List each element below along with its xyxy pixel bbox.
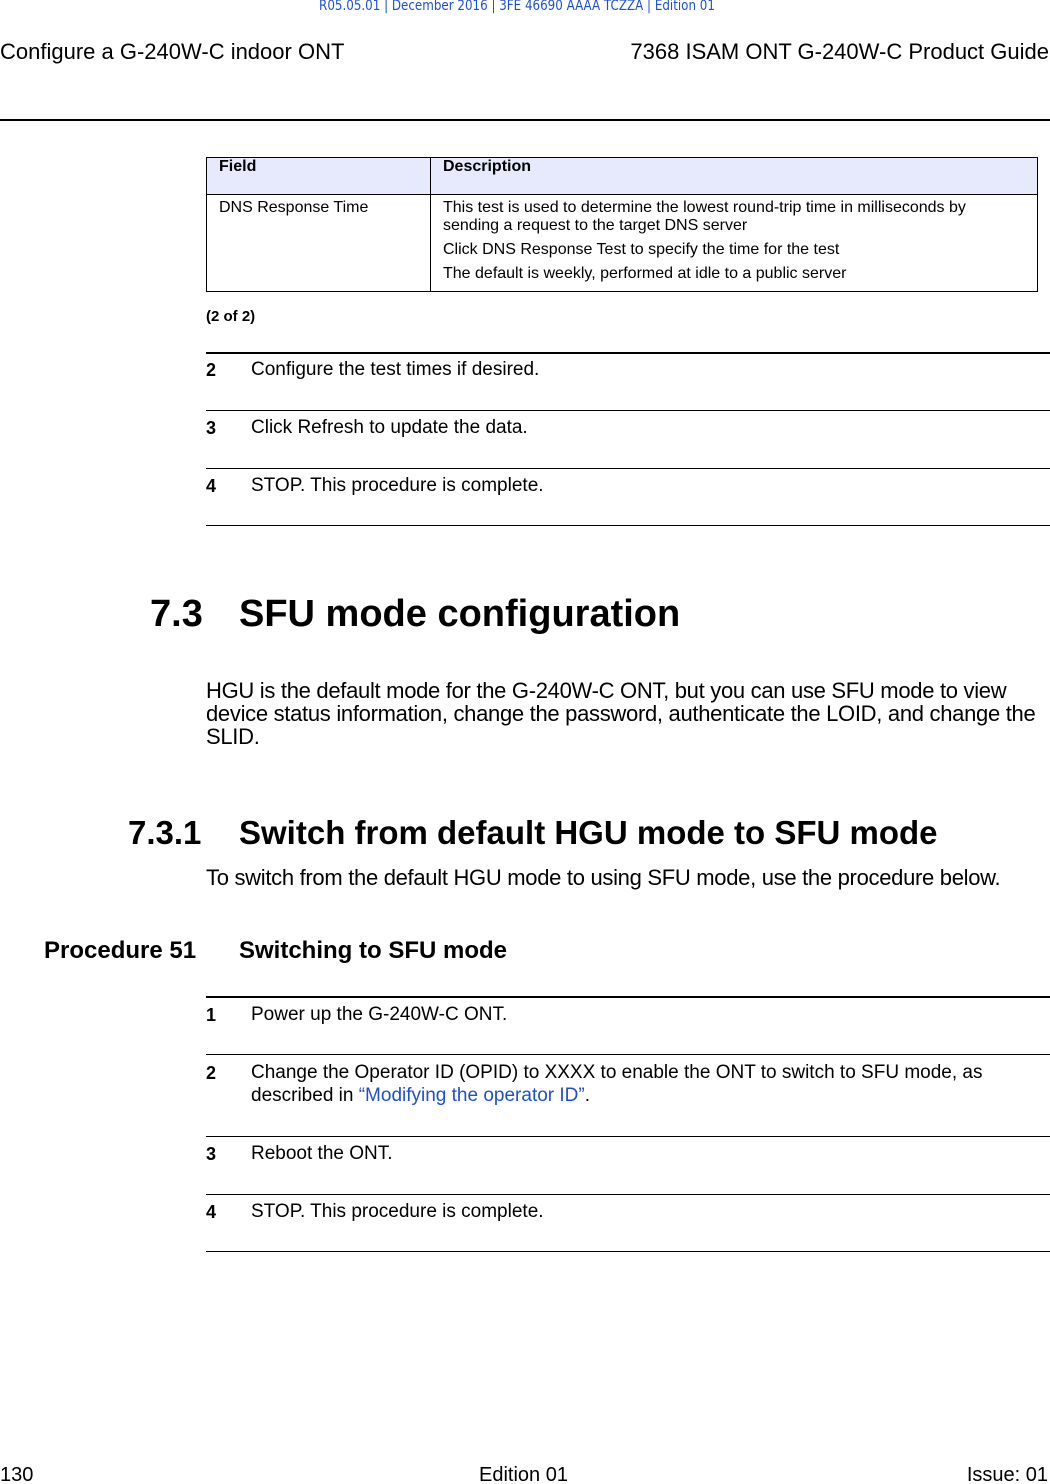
step-divider xyxy=(206,352,1050,354)
procedure-label: Procedure 51 xyxy=(44,937,197,964)
table-row xyxy=(207,195,1038,292)
step-divider xyxy=(206,1136,1050,1137)
step-divider xyxy=(206,1251,1050,1252)
subsection-number: 7.3.1 xyxy=(128,814,202,851)
step-number: 2 xyxy=(206,360,217,380)
footer-edition: Edition 01 xyxy=(479,1464,568,1484)
step-text: Click Refresh to update the data. xyxy=(251,417,528,438)
subsection-title: Switch from default HGU mode to SFU mode xyxy=(239,814,938,851)
header-rule xyxy=(0,119,1050,121)
revision-banner: R05.05.01 | December 2016 | 3FE 46690 AAAA TCZZA | Edition 01 xyxy=(319,0,715,14)
step-divider xyxy=(206,1054,1050,1055)
step-text xyxy=(251,1061,1041,1107)
footer-issue: Issue: 01 xyxy=(966,1464,1048,1484)
section-number: 7.3 xyxy=(150,593,203,635)
header-guide-title: 7368 ISAM ONT G-240W-C Product Guide xyxy=(630,39,1049,64)
column-header: Description xyxy=(431,158,1038,195)
procedure-title: Switching to SFU mode xyxy=(239,937,507,964)
header-chapter: Configure a G-240W-C indoor ONT xyxy=(0,39,345,64)
description-cell xyxy=(431,195,1038,292)
step-number: 3 xyxy=(206,418,217,438)
step-number: 4 xyxy=(206,1202,217,1222)
column-header: Field xyxy=(207,158,431,195)
step-divider xyxy=(206,525,1050,526)
field-table xyxy=(206,157,1038,292)
step-divider xyxy=(206,468,1050,469)
step-text: Configure the test times if desired. xyxy=(251,359,540,380)
step-number: 3 xyxy=(206,1144,217,1164)
section-title: SFU mode configuration xyxy=(239,593,681,635)
section-body: HGU is the default mode for the G-240W-C ONT, but you can use SFU mode to view device status information, change the password, authenticate the LOID, and change the SLID. xyxy=(206,678,1036,749)
step-number: 4 xyxy=(206,476,217,496)
table-header-row xyxy=(207,158,1038,195)
description-line: Click DNS Response Test to specify the time for the test xyxy=(443,241,840,258)
description-line: This test is used to determine the lowest round-trip time in milliseconds by sending a request to the target DNS server xyxy=(443,199,966,234)
description-line: The default is weekly, performed at idle to a public server xyxy=(443,265,847,282)
step-text: STOP. This procedure is complete. xyxy=(251,1201,544,1222)
modifying-operator-id-link[interactable]: “Modifying the operator ID” xyxy=(358,1085,585,1106)
step-number: 2 xyxy=(206,1063,217,1083)
page-number: 130 xyxy=(0,1464,34,1484)
step-text: STOP. This procedure is complete. xyxy=(251,475,544,496)
step-number: 1 xyxy=(206,1005,217,1025)
step-divider xyxy=(206,410,1050,411)
step-text: Reboot the ONT. xyxy=(251,1143,393,1164)
step-divider xyxy=(206,1194,1050,1195)
step-text-part: Change the Operator ID (OPID) to XXXX to enable the ONT to switch to SFU mode, as described in xyxy=(251,1062,983,1106)
field-cell: DNS Response Time xyxy=(207,195,431,292)
subsection-body: To switch from the default HGU mode to using SFU mode, use the procedure below. xyxy=(206,865,1001,890)
step-divider xyxy=(206,996,1050,998)
table-caption: (2 of 2) xyxy=(206,308,256,325)
step-text: Power up the G-240W-C ONT. xyxy=(251,1004,508,1025)
step-text-part: . xyxy=(584,1085,591,1106)
